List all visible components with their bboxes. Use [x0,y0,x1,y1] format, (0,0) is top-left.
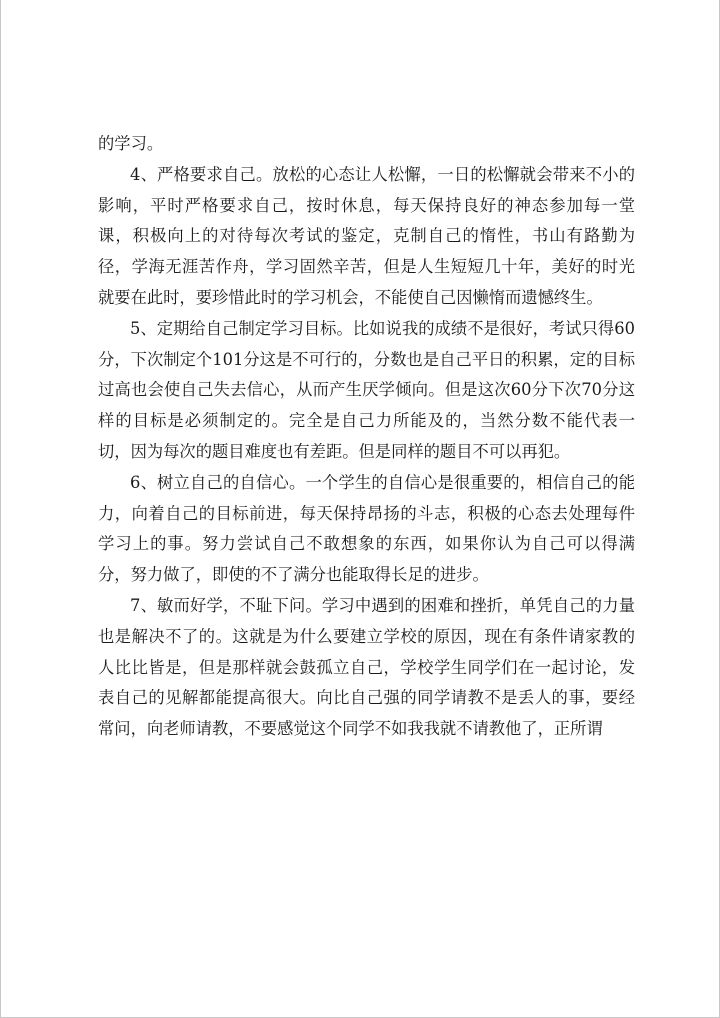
paragraph-item-7: 7、敏而好学，不耻下问。学习中遇到的困难和挫折，单凭自己的力量也是解决不了的。这就是为什么要建立学校的原因，现在有条件请家教的人比比皆是，但是那样就会鼓孤立自己，学校学生同学们在一起讨论，发表自己的见解都能提高很大。向比自己强的同学请教不是丢人的事，要经常问，向老师请教，不要感觉这个同学不如我我就不请教他了，正所谓 [98,595,635,739]
paragraph-item-4: 4、严格要求自己。放松的心态让人松懈，一日的松懈就会带来不小的影响，平时严格要求自己，按时休息，每天保持良好的神态参加每一堂课，积极向上的对待每次考试的鉴定，克制自己的惰性，书山有路勤为径，学海无涯苦作舟，学习固然辛苦，但是人生短短几十年，美好的时光就要在此时，要珍惜此时的学习机会，不能使自己因懒惰而遗憾终生。 [98,164,635,307]
paragraph-item-6: 6、树立自己的自信心。一个学生的自信心是很重要的，相信自己的能力，向着自己的目标前进，每天保持昂扬的斗志，积极的心态去处理每件学习上的事。努力尝试自己不敢想象的东西，如果你认为自己可以得满分，努力做了，即使的不了满分也能取得长足的进步。 [98,472,635,585]
paragraph-continuation: 的学习。 [98,134,164,153]
paragraph-item-5: 5、定期给自己制定学习目标。比如说我的成绩不是很好，考试只得60分，下次制定个101分这是不可行的，分数也是自己平日的积累，定的目标过高也会使自己失去信心，从而产生厌学倾向。但是这次60分下次70分这样的目标是必须制定的。完全是自己力所能及的，当然分数不能代表一切，因为每次的题目难度也有差距。但是同样的题目不可以再犯。 [98,318,635,461]
document-body [98,129,635,745]
